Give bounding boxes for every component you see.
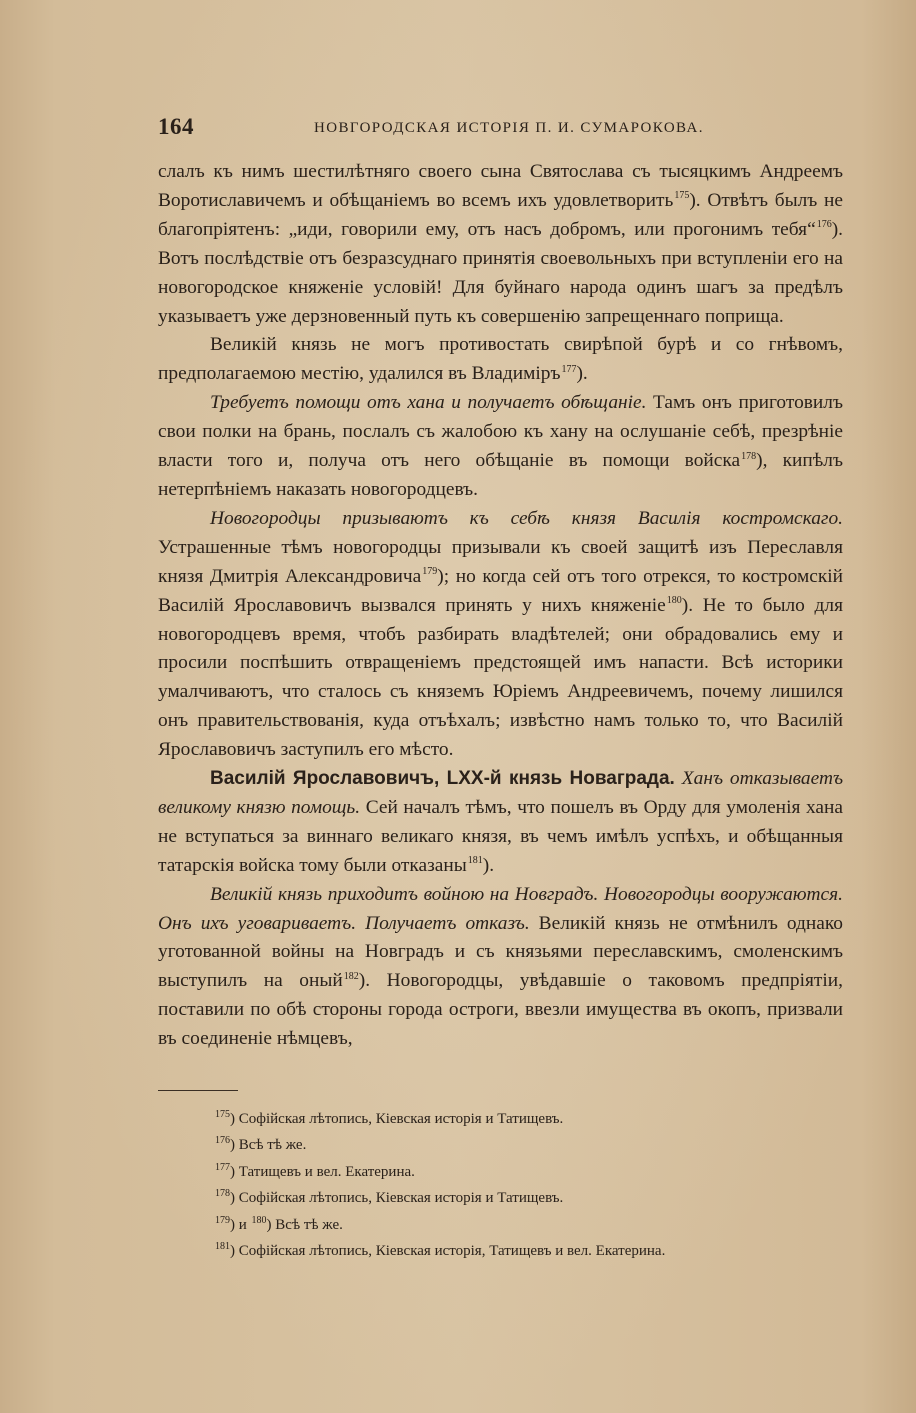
footnote [214,1212,844,1238]
footnote-ref[interactable]: 182 [343,970,359,982]
footnote [214,1185,844,1211]
footnote-text: ) Всѣ тѣ же. [266,1216,343,1233]
page-header [158,114,843,148]
footnote-ref[interactable]: 181 [467,855,483,867]
footnote-number: 178 [215,1188,230,1200]
paragraph-text: слалъ къ нимъ шестилѣтняго своего сына Святослава съ тысяцкимъ Андреемъ Воротиславичемъ и обѣщаніемъ во всемъ ихъ удовлетворить [158,161,843,211]
paragraph-text: ). Новогородцы, увѣдавшіе о таковомъ предпріятіи, поставили по обѣ стороны города остроги, ввезли имущества въ окопъ, призвали въ соединеніе нѣмцевъ, [158,970,843,1050]
side-heading: Новогородцы призываютъ къ себѣ князя Василія костромскаго. [210,507,843,529]
footnote-ref[interactable]: 179 [422,566,438,578]
footnote [214,1159,844,1185]
footnote-ref[interactable]: 180 [666,595,682,607]
running-head: НОВГОРОДСКАЯ ИСТОРІЯ П. И. СУМАРОКОВА. [314,120,704,136]
footnote-text: ) Софійская лѣтопись, Кіевская исторія и Татищевъ. [230,1111,564,1127]
paragraph-text: ). Отвѣтъ былъ не благопріятенъ: „иди, говорили ему, отъ насъ добромъ, или прогонимъ тебя“ [158,189,843,240]
paragraph-1 [158,158,843,331]
body-text [158,158,843,1054]
footnote-ref[interactable]: 177 [561,363,577,375]
footnote-number: 179 [215,1214,230,1226]
footnote [214,1106,844,1132]
footnote-text: ) и [230,1216,251,1233]
footnote-number: 177 [215,1161,230,1173]
paragraph-text: Сей началъ тѣмъ, что пошелъ въ Орду для умоленія хана не вступаться за виннаго великаго князя, въ чемъ имѣлъ успѣхъ, и обѣщанныя татарскія войска тому были отказаны [158,796,843,876]
footnote-ref[interactable]: 178 [741,450,757,462]
footnote-text: ) Татищевъ и вел. Екатерина. [230,1163,415,1180]
side-heading: Ханъ отказываетъ великому князю помощь. [158,768,844,818]
paragraph-text: Тамъ онъ приготовилъ свои полки на брань, послалъ съ жалобою къ хану на ослушаніе себѣ, презрѣніе власти того и, получа отъ него обѣщаніе въ помощи войска [158,392,844,472]
paragraph-5 [158,765,843,881]
footnote [214,1238,844,1264]
chapter-heading: Василій Ярославовичъ, LXX-й князь Новаграда. [210,768,675,790]
paragraph-text: ); но когда сей отъ того отрекся, то костромскій Василій Ярославовичъ вызвался принять у нихъ княженіе [158,565,844,616]
footnotes [214,1106,844,1264]
footnote-number: 176 [215,1135,230,1147]
footnote [214,1132,844,1158]
side-heading: Великій князь приходитъ войною на Новградъ. Новогородцы вооружаются. Онъ ихъ уговариваетъ. Получаетъ отказъ. [158,883,843,934]
paragraph-text: ). [482,854,495,876]
paragraph-4 [158,505,843,765]
footnote-text: ) Софійская лѣтопись, Кіевская исторія и Татищевъ. [230,1190,564,1207]
paragraph-3 [158,389,843,505]
page-number: 164 [158,114,194,139]
footnote-number: 175 [215,1109,230,1120]
footnote-number: 181 [215,1241,230,1253]
paragraph-text: ). Не то было для новогородцевъ время, чтобъ разбирать владѣтелей; они обрадовались ему и просили поспѣшить отвращеніемъ предстоящей имъ напасти. Всѣ историки умалчиваютъ, что сталось съ княземъ Юріемъ Андреевичемъ, почему лишился онъ правительствованія, куда отъѣхалъ; извѣстно намъ только то, что Василій Ярославовичъ заступилъ его мѣсто. [158,594,843,761]
paragraph-text: ), кипѣлъ нетерпѣніемъ наказать новогородцевъ. [158,450,843,500]
paragraph-text: Устрашенные тѣмъ новогородцы призывали къ своей защитѣ изъ Переславля князя Дмитрія Александровича [158,536,843,587]
paragraph-text: ). Вотъ послѣдствіе отъ безразсуднаго принятія своевольныхъ при вступленіи его на новогородское княженіе условій! Для буйнаго народа одинъ шагъ за предѣлъ указываетъ уже дерзновенный путь къ совершенію запрещеннаго поприща. [158,218,843,327]
paragraph-6 [158,881,843,1054]
footnote-ref[interactable]: 175 [674,190,690,202]
paragraph-2 [158,331,843,389]
footnote-text: ) Софійская лѣтопись, Кіевская исторія, Татищевъ и вел. Екатерина. [230,1243,666,1260]
footnote-text: ) Всѣ тѣ же. [230,1137,307,1154]
paragraph-text: Великій князь не отмѣнилъ однако уготованной войны на Новградъ и съ князьями переславскимъ, смоленскимъ выступилъ на оный [158,912,843,992]
paragraph-text: ). [576,363,588,385]
footnote-number: 180 [251,1214,267,1226]
side-heading: Требуетъ помощи отъ хана и получаетъ обѣщаніе. [210,392,647,414]
footnote-ref[interactable]: 176 [816,219,832,231]
paragraph-text: Великій князь не могъ противостать свирѣпой бурѣ и со гнѣвомъ, предполагаемою местію, удалился въ Владиміръ [158,334,843,385]
footnote-divider [158,1090,238,1091]
